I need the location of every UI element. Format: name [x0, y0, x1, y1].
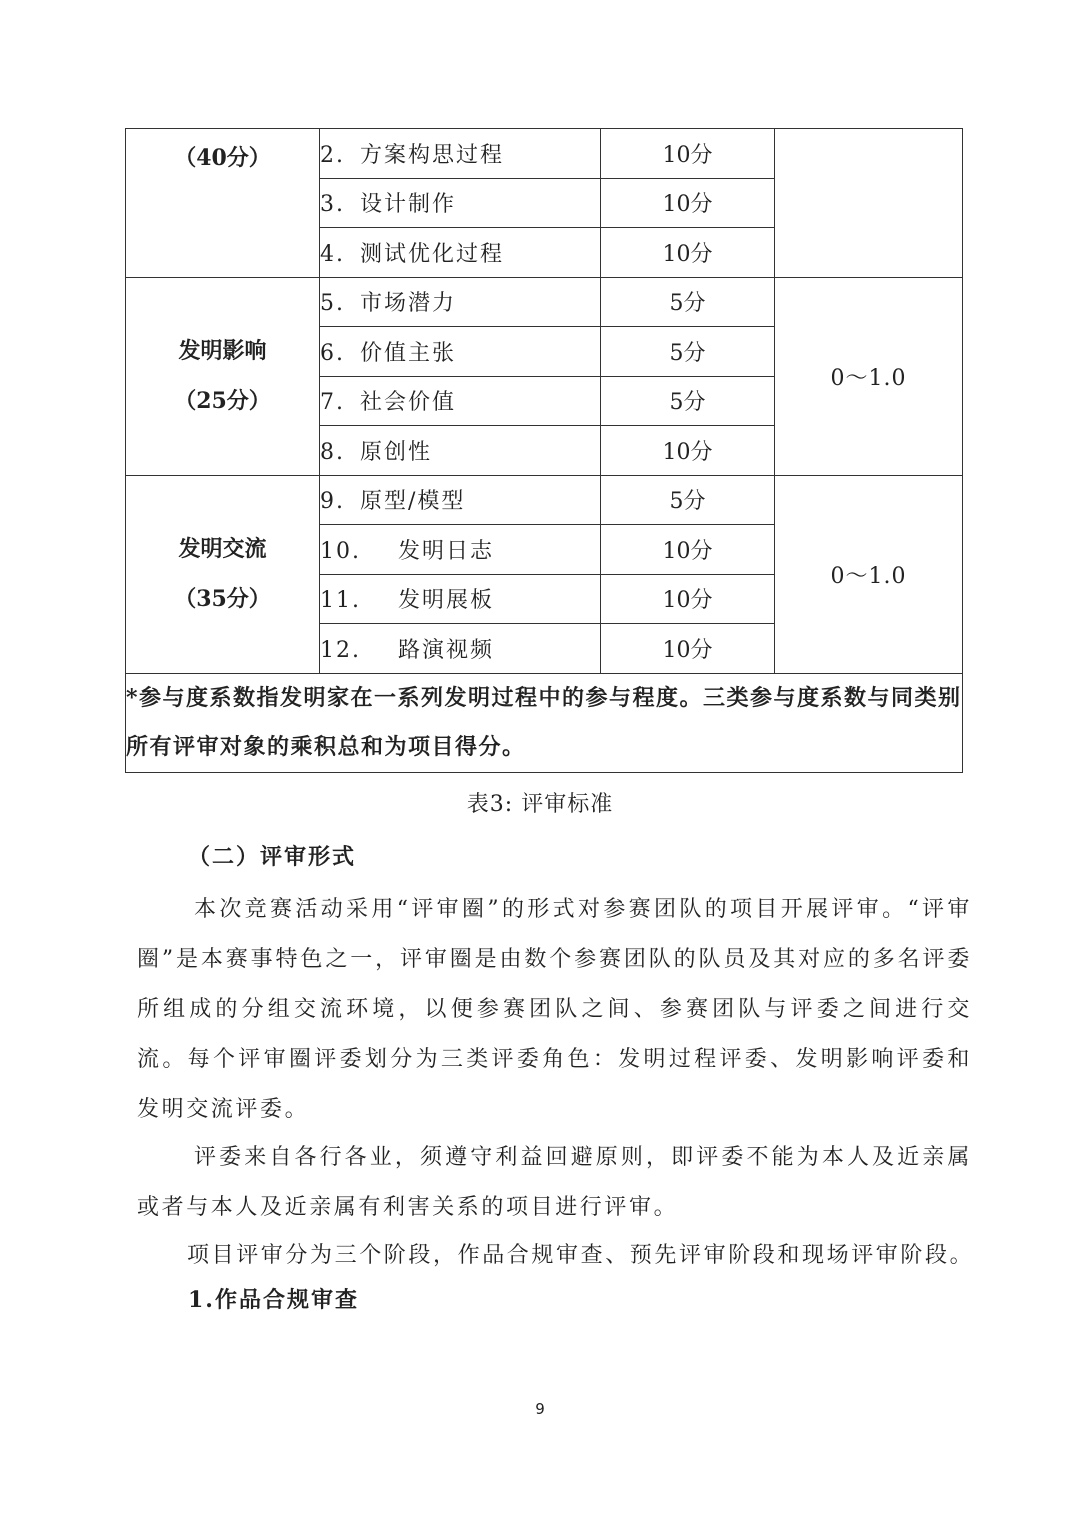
- item-score: 10分: [601, 178, 775, 228]
- item-number: 2.: [320, 142, 345, 168]
- table-row: [126, 673, 963, 772]
- item-number: 8.: [320, 439, 345, 465]
- item-cell: [320, 376, 601, 426]
- scoring-criteria-table: [125, 128, 963, 773]
- category-cell: [126, 475, 320, 673]
- item-score: 10分: [601, 129, 775, 179]
- table-caption: 表3: 评审标准: [466, 792, 614, 817]
- item-score: 5分: [601, 327, 775, 377]
- item-number: 7.: [320, 390, 345, 416]
- item-number: 5.: [320, 291, 345, 317]
- category-cell: [126, 277, 320, 475]
- category-cell: [126, 129, 320, 278]
- item-score: 5分: [601, 277, 775, 327]
- table-row: [126, 129, 963, 179]
- table-note: *参与度系数指发明家在一系列发明过程中的参与程度。三类参与度系数与同类别所有评审对象的乘积总和为项目得分。: [126, 673, 963, 772]
- item-cell: [320, 475, 601, 525]
- paragraph: 评委来自各行各业，须遵守利益回避原则，即评委不能为本人及近亲属或者与本人及近亲属有利害关系的项目进行评审。: [137, 1145, 972, 1220]
- subsection-heading: 1.作品合规审查: [188, 1287, 359, 1313]
- item-score: 5分: [601, 376, 775, 426]
- category-name: 发明影响: [178, 338, 267, 364]
- item-cell: [320, 624, 601, 674]
- table-row: [126, 475, 963, 525]
- item-label: 原型/模型: [360, 489, 466, 515]
- item-score: 5分: [601, 475, 775, 525]
- item-score: 10分: [601, 228, 775, 278]
- item-score: 10分: [601, 525, 775, 575]
- item-number: 9.: [320, 489, 345, 515]
- item-cell: [320, 178, 601, 228]
- item-label: 设计制作: [360, 192, 457, 218]
- item-label: 市场潜力: [360, 291, 457, 317]
- item-cell: [320, 129, 601, 179]
- item-label: 路演视频: [398, 637, 495, 663]
- item-number: 3.: [320, 192, 345, 218]
- item-label: 价值主张: [360, 340, 457, 366]
- paragraph: 本次竞赛活动采用“评审圈”的形式对参赛团队的项目开展评审。“评审圈”是本赛事特色之一，评审圈是由数个参赛团队的队员及其对应的多名评委所组成的分组交流环境，以便参赛团队之间、参赛团队与评委之间进行交流。每个评审圈评委划分为三类评委角色：发明过程评委、发明影响评委和发明交流评委。: [137, 897, 972, 1122]
- coefficient-cell: 0～1.0: [775, 277, 963, 475]
- table-row: [126, 277, 963, 327]
- item-cell: [320, 277, 601, 327]
- item-label: 测试优化过程: [360, 241, 505, 267]
- page-number: 9: [535, 1400, 545, 1418]
- item-label: 社会价值: [360, 390, 457, 416]
- item-cell: [320, 426, 601, 476]
- coefficient-cell: [775, 129, 963, 278]
- category-points: （25分）: [174, 388, 271, 414]
- item-cell: [320, 525, 601, 575]
- item-number: 6.: [320, 340, 345, 366]
- item-label: 原创性: [360, 439, 433, 465]
- item-number: 11.: [320, 588, 361, 614]
- item-cell: [320, 228, 601, 278]
- item-number: 12.: [320, 637, 361, 663]
- section-heading: （二）评审形式: [188, 844, 357, 870]
- item-score: 10分: [601, 624, 775, 674]
- category-name: 发明交流: [178, 536, 267, 562]
- item-label: 发明日志: [398, 538, 495, 564]
- item-number: 10.: [320, 538, 361, 564]
- category-points: （40分）: [174, 145, 271, 171]
- item-label: 发明展板: [398, 588, 495, 614]
- item-score: 10分: [601, 426, 775, 476]
- category-points: （35分）: [174, 586, 271, 612]
- item-score: 10分: [601, 574, 775, 624]
- item-label: 方案构思过程: [360, 142, 505, 168]
- paragraph: 项目评审分为三个阶段，作品合规审查、预先评审阶段和现场评审阶段。: [187, 1243, 975, 1268]
- item-number: 4.: [320, 241, 345, 267]
- coefficient-cell: 0～1.0: [775, 475, 963, 673]
- item-cell: [320, 327, 601, 377]
- item-cell: [320, 574, 601, 624]
